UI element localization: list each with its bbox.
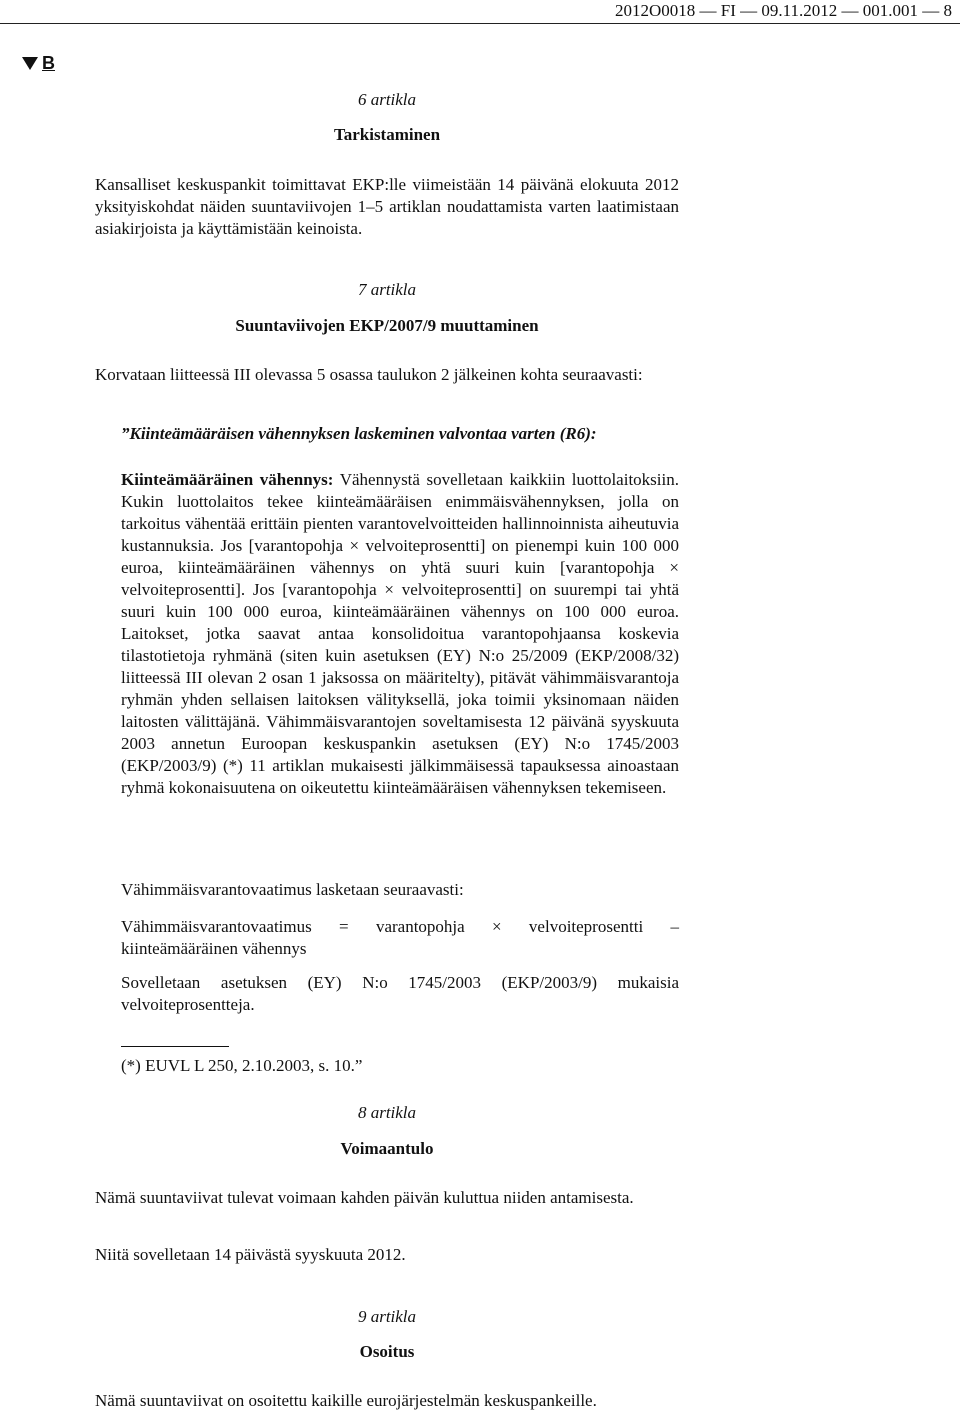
article-8-body-2: Niitä sovelletaan 14 päivästä syyskuuta 2012. bbox=[95, 1245, 406, 1264]
quoted-heading: ”Kiinteämääräisen vähennyksen laskeminen valvontaa varten (R6): bbox=[121, 424, 597, 443]
header-page: 8 bbox=[943, 1, 952, 20]
article-9-title: Osoitus bbox=[359, 1342, 415, 1361]
article-9-title-wrap bbox=[95, 1341, 679, 1363]
article-6-number: 6 artikla bbox=[357, 90, 417, 109]
article-8 bbox=[95, 1102, 679, 1124]
article-7-title-wrap bbox=[95, 315, 679, 337]
formula-wrap bbox=[121, 916, 679, 960]
article-8-body2-wrap bbox=[95, 1244, 679, 1266]
term-label: Kiinteämääräinen vähennys: bbox=[121, 470, 334, 489]
article-6-title: Tarkistaminen bbox=[333, 125, 441, 144]
header-lang: FI bbox=[720, 1, 736, 20]
article-7-intro-wrap bbox=[95, 364, 679, 386]
header-date: 09.11.2012 bbox=[761, 1, 838, 20]
article-7 bbox=[95, 279, 679, 301]
header-rule bbox=[0, 23, 960, 24]
applied-rates: Sovelletaan asetuksen (EY) N:o 1745/2003 (EKP/2003/9) mukaisia velvoiteprosentteja. bbox=[121, 973, 679, 1014]
triangle-down-icon bbox=[22, 57, 38, 70]
article-6-body-wrap bbox=[95, 174, 679, 240]
term-paragraph bbox=[121, 469, 679, 799]
article-7-intro: Korvataan liitteessä III olevassa 5 osassa taulukon 2 jälkeinen kohta seuraavasti: bbox=[95, 365, 643, 384]
article-6-body: Kansalliset keskuspankit toimittavat EKP:lle viimeistään 14 päivänä elokuuta 2012 yksityiskohdat näiden suuntaviivojen 1–5 artiklan noudattamista varten laatimistaan asiakirjoista ja käyttämistään keinoista. bbox=[95, 175, 679, 238]
article-8-title: Voimaantulo bbox=[340, 1139, 434, 1158]
article-7-number: 7 artikla bbox=[357, 280, 417, 299]
article-9-body-wrap bbox=[95, 1390, 679, 1412]
article-6 bbox=[95, 89, 679, 111]
article-7-title: Suuntaviivojen EKP/2007/9 muuttaminen bbox=[235, 316, 539, 335]
formula: Vähimmäisvarantovaatimus = varantopohja × velvoiteprosentti – kiinteämääräinen vähennys bbox=[121, 917, 679, 958]
footnote: (*) EUVL L 250, 2.10.2003, s. 10.” bbox=[121, 1056, 363, 1075]
page-header bbox=[0, 0, 960, 26]
article-8-body-1: Nämä suuntaviivat tulevat voimaan kahden päivän kuluttua niiden antamisesta. bbox=[95, 1188, 634, 1207]
amendment-marker bbox=[22, 52, 55, 74]
applied-wrap bbox=[121, 972, 679, 1016]
article-6-title-wrap bbox=[95, 124, 679, 146]
quoted-heading-wrap bbox=[121, 423, 681, 445]
footnote-wrap bbox=[121, 1055, 679, 1077]
term-definition bbox=[121, 469, 679, 799]
article-8-body1-wrap bbox=[95, 1187, 679, 1209]
term-body: Vähennystä sovelletaan kaikkiin luottolaitoksiin. Kukin luottolaitos tekee kiinteämääräisen enimmäisvähennyksen, jolla on tarkoitus vähentää erittäin pienten varantovelvoitteiden hallinnoinnista aiheutuvia kustannuksia. Jos [varantopohja × velvoiteprosentti] on pienempi kuin 100 000 euroa, kiinteämääräinen vähennys on yhtä suuri kuin [varantopohja × velvoiteprosentti]. Jos [varantopohja × velvoiteprosentti] on suurempi tai yhtä suuri kuin 100 000 euroa, kiinteämääräinen vähennys on 100 000 euroa. Laitokset, jotka saavat antaa konsolidoitua varantopohjaansa koskevia tilastotietoja ryhmänä (siten kuin asetuksen (EY) N:o 25/2009 (EKP/2008/32) liitteessä III olevan 2 osan 1 jaksossa on määritelty), pitävät vähimmäisvarantoja ryhmän yhden sellaisen laitoksen välityksellä, joka toimii yksinomaan näiden laitosten välittäjänä. Vähimmäisvarantojen soveltamisesta 12 päivänä syyskuuta 2003 annetun Euroopan keskuspankin asetuksen (EY) N:o 1745/2003 (EKP/2003/9) (*) 11 artiklan mukaisesti jälkimmäisessä tapauksessa ainoastaan ryhmä kokonaisuutena on oikeutettu kiinteämääräisen vähennyksen tekemiseen. bbox=[121, 470, 679, 797]
header-doc-id: 2012O0018 bbox=[614, 1, 696, 20]
calc-intro-wrap bbox=[121, 879, 679, 901]
footnote-rule bbox=[121, 1046, 229, 1047]
header-text: 2012O0018 — FI — 09.11.2012 — 001.001 — 8 bbox=[614, 1, 952, 20]
article-8-number: 8 artikla bbox=[357, 1103, 417, 1122]
article-9-number: 9 artikla bbox=[357, 1307, 417, 1326]
article-8-title-wrap bbox=[95, 1138, 679, 1160]
marker-letter: B bbox=[42, 53, 55, 73]
article-9-body: Nämä suuntaviivat on osoitettu kaikille eurojärjestelmän keskuspankeille. bbox=[95, 1391, 597, 1410]
calc-intro: Vähimmäisvarantovaatimus lasketaan seuraavasti: bbox=[121, 880, 464, 899]
article-9 bbox=[95, 1306, 679, 1328]
header-version: 001.001 bbox=[862, 1, 918, 20]
